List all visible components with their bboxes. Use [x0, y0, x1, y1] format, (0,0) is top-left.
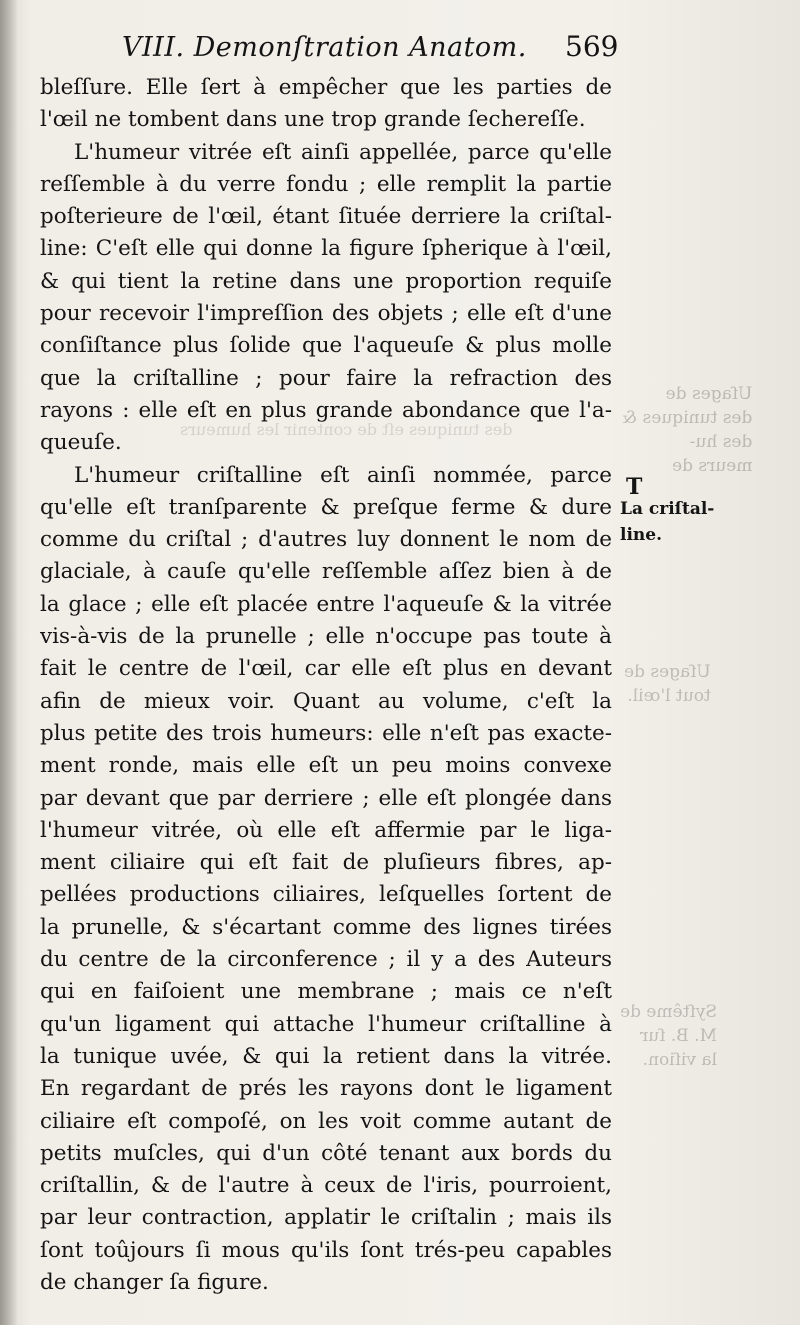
text-line: du centre de la circonference ; il y a des Auteurs [40, 947, 612, 973]
text-line: rayons : elle eſt en plus grande abondance que l'a- [40, 397, 612, 423]
text-line: L'humeur criſtalline eſt ainſi nommée, parce [74, 462, 612, 488]
text-line: qui en faiſoient une membrane ; mais ce n'eſt [40, 979, 612, 1005]
bleed-line: tout l'œil. [627, 686, 711, 706]
text-line: bleſſure. Elle ſert à empêcher que les parties de [40, 75, 612, 100]
text-line: reſſemble à du verre fondu ; elle remplit la partie [40, 171, 612, 197]
text-line: la glace ; elle eſt placée entre l'aqueuſe & la vitrée [40, 591, 612, 617]
margin-note-line: La criſtal- [620, 499, 715, 519]
bleed-line: Uſages de [665, 384, 753, 404]
text-line: poſterieure de l'œil, étant ſituée derriere la criſtal- [40, 204, 612, 230]
bleed-line: Uſages de [624, 662, 711, 682]
bleed-through-note [620, 1000, 717, 1072]
margin-note-letter: T [626, 474, 643, 500]
text-line: pour recevoir l'impreſſion des objets ; elle eſt d'une [40, 301, 612, 327]
text-line: line: C'eſt elle qui donne la figure ſpherique à l'œil, [40, 236, 612, 262]
margin-note [620, 496, 714, 548]
bleed-through-note [622, 382, 752, 478]
text-line: L'humeur vitrée eſt ainſi appellée, parce qu'elle [74, 139, 612, 165]
bleed-line: des hu- [689, 432, 753, 452]
bleed-line: Syſtême de [620, 1002, 717, 1022]
bleed-through-body: des tuniques eſt de contenir les humeurs [180, 420, 513, 439]
bleed-through-note [624, 660, 711, 708]
body-text [40, 72, 612, 1299]
text-line: la prunelle, & s'écartant comme des lignes tirées [40, 914, 612, 940]
text-line: l'œil ne tombent dans une trop grande ſechereſſe. [40, 107, 586, 133]
text-line: l'humeur vitrée, où elle eſt affermie par le liga- [40, 817, 612, 843]
text-line: qu'un ligament qui attache l'humeur criſtalline à [40, 1011, 612, 1037]
text-line: ſont toûjours ſi mous qu'ils ſont trés-peu capables [40, 1237, 612, 1263]
text-line: que la criſtalline ; pour faire la refraction des [40, 365, 612, 391]
text-line: glaciale, à cauſe qu'elle reſſemble aſſez bien à de [40, 559, 612, 585]
text-line: ciliaire eſt compoſé, on les voit comme autant de [40, 1108, 612, 1134]
bleed-line: M. B. ſur [640, 1026, 717, 1046]
running-head: VIII. Demonſtration Anatom. [122, 32, 527, 63]
bleed-line: la viſion. [642, 1050, 717, 1070]
text-line: afin de mieux voir. Quant au volume, c'eſt la [40, 688, 612, 714]
text-line: En regardant de prés les rayons dont le ligament [40, 1076, 612, 1102]
binding-shadow [0, 0, 18, 1325]
text-line: qu'elle eſt tranſparente & preſque ferme & dure [40, 494, 612, 520]
bleed-line: meurs de [672, 456, 753, 476]
bleed-line: des tuniques & [622, 408, 753, 428]
text-line: comme du criſtal ; d'autres luy donnent le nom de [40, 527, 612, 553]
text-line: petits muſcles, qui d'un côté tenant aux bords du [40, 1140, 612, 1166]
page-number: 569 [565, 30, 619, 63]
text-line: la tunique uvée, & qui la retient dans la vitrée. [40, 1043, 612, 1069]
text-line: plus petite des trois humeurs: elle n'eſt pas exacte- [40, 720, 612, 746]
text-line: & qui tient la retine dans une proportion requiſe [40, 268, 612, 294]
text-line: de changer ſa figure. [40, 1269, 269, 1295]
text-line: ment ronde, mais elle eſt un peu moins convexe [40, 753, 612, 779]
page-header [40, 28, 620, 72]
text-line: fait le centre de l'œil, car elle eſt plus en devant [40, 656, 612, 682]
margin-note-line: line. [620, 525, 663, 545]
text-line: ment ciliaire qui eſt fait de pluſieurs fibres, ap- [40, 850, 612, 876]
text-line: conſiſtance plus ſolide que l'aqueuſe & plus molle [40, 333, 612, 359]
text-line: par leur contraction, applatir le criſtalin ; mais ils [40, 1205, 612, 1231]
text-line: criſtallin, & de l'autre à ceux de l'iris, pourroient, [40, 1173, 612, 1199]
text-line: vis-à-vis de la prunelle ; elle n'occupe pas toute à [40, 624, 612, 650]
text-line: pellées productions ciliaires, leſquelles ſortent de [40, 882, 612, 908]
text-line: queuſe. [40, 430, 122, 456]
text-line: par devant que par derriere ; elle eſt plongée dans [40, 785, 612, 811]
